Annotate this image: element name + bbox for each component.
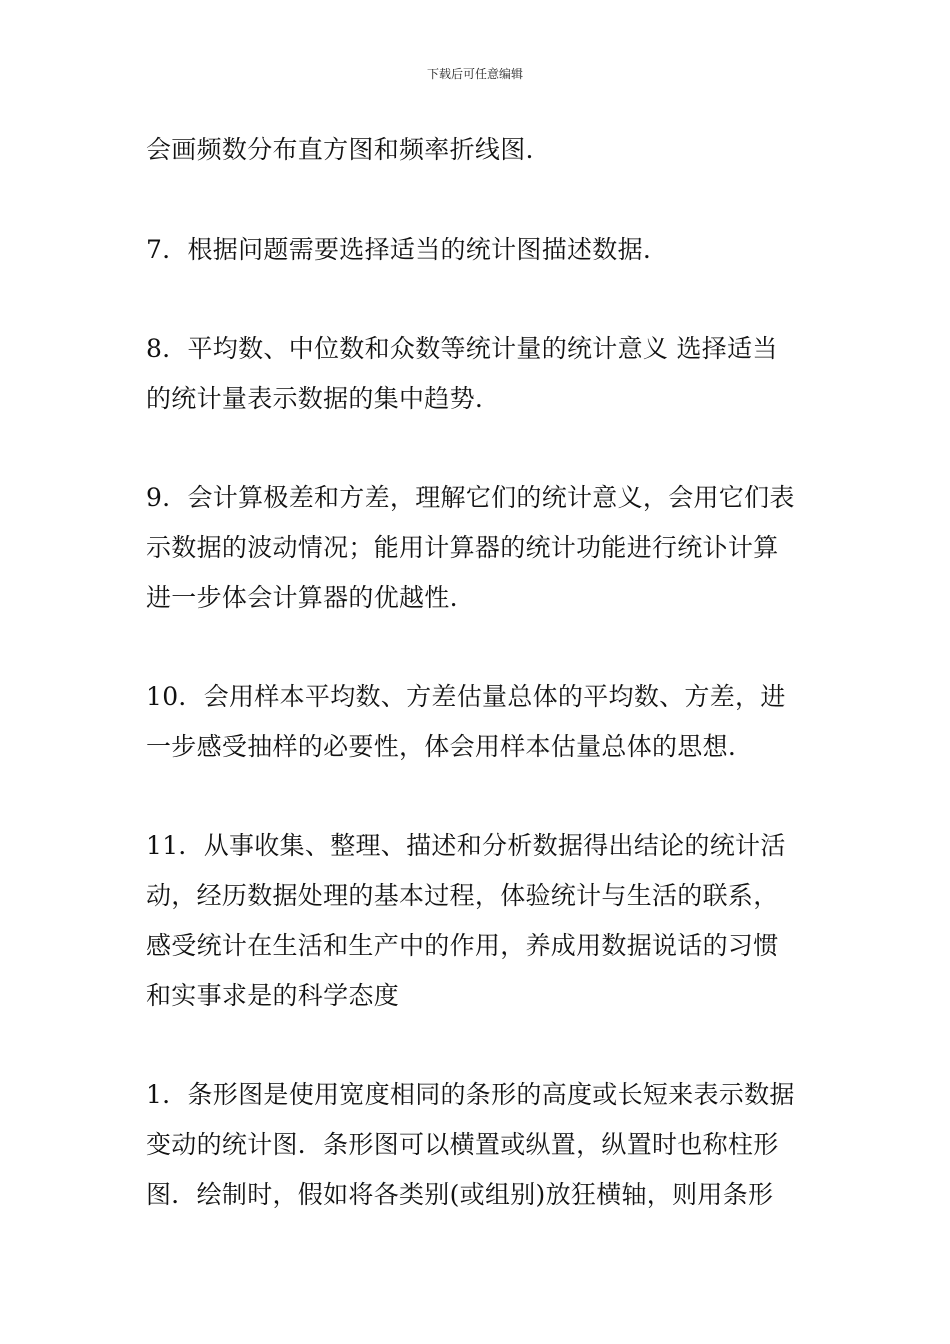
paragraph-8-line-2: 的统计量表示数据的集中趋势. — [146, 384, 484, 413]
paragraph-9-line-1: 9．会计算极差和方差，理解它们的统计意义，会用它们表 — [146, 483, 795, 512]
paragraph-bar-chart-line-3: 图．绘制时，假如将各类别(或组别)放狂横轴，则用条形 — [146, 1180, 774, 1209]
page-header: 下载后可任意编辑 — [426, 67, 523, 81]
paragraph-10-line-2: 一步感受抽样的必要性，体会用样本估量总体的思想. — [146, 732, 737, 761]
paragraph-11-line-1: 11．从事收集、整理、描述和分析数据得出结论的统计活 — [146, 831, 786, 860]
paragraph-7-line-1: 7．根据问题需要选择适当的统计图描述数据. — [146, 235, 652, 264]
paragraph-10-line-1: 10．会用样本平均数、方差估量总体的平均数、方差，进 — [146, 682, 786, 711]
paragraph-11-line-2: 动，经历数据处理的基本过程，体验统计与生活的联系， — [146, 881, 779, 910]
paragraph-bar-chart-line-2: 变动的统计图．条形图可以横置或纵置，纵置时也称柱形 — [146, 1130, 779, 1159]
paragraph-9-line-2: 示数据的波动情况；能用计算器的统计功能进行统讣计算 — [146, 533, 779, 562]
paragraph-11-line-4: 和实事求是的科学态度 — [146, 981, 400, 1010]
paragraph-11-line-3: 感受统计在生活和生产中的作用，养成用数据说话的习惯 — [146, 931, 779, 960]
paragraph-9-line-3: 进一步体会计算器的优越性. — [146, 583, 458, 612]
paragraph-1-line-1: 会画频数分布直方图和频率折线图. — [146, 135, 534, 164]
paragraph-bar-chart-line-1: 1．条形图是使用宽度相同的条形的高度或长短来表示数据 — [146, 1080, 795, 1109]
paragraph-8-line-1: 8．平均数、中位数和众数等统计量的统计意义 选择适当 — [146, 334, 778, 363]
